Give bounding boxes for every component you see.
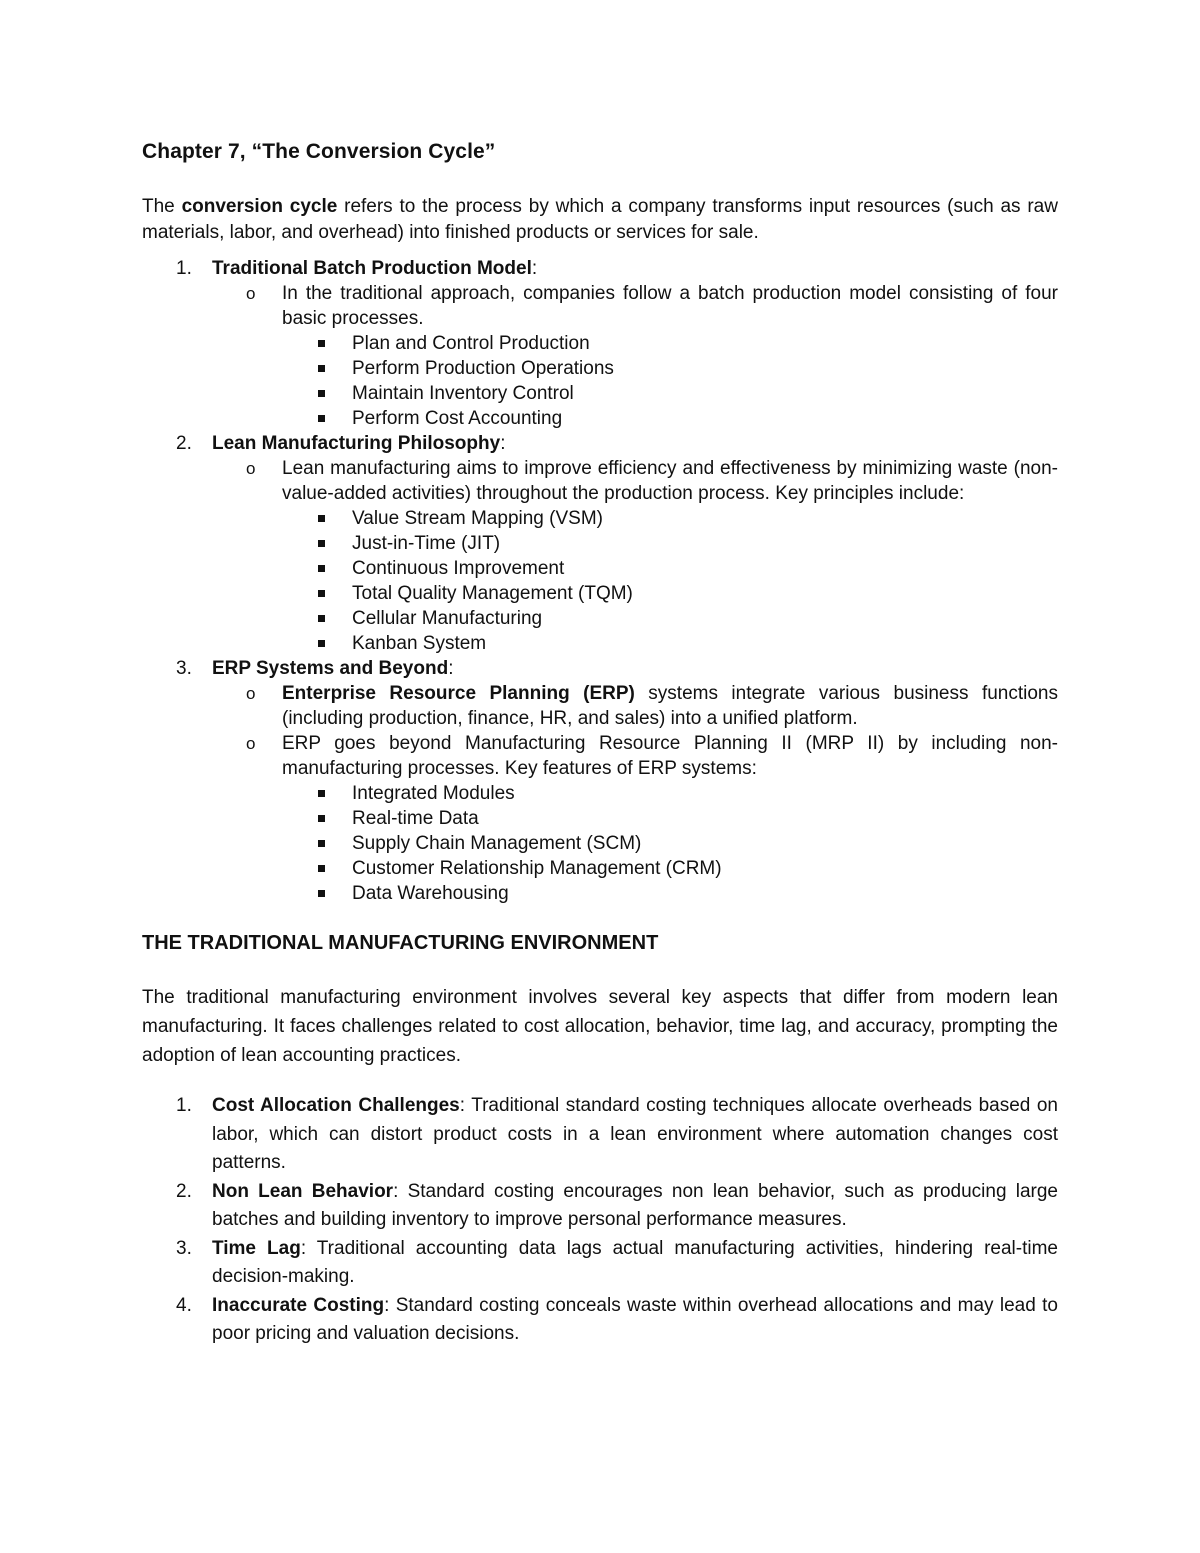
bullet-item bbox=[282, 881, 1058, 906]
challenge-number: 3. bbox=[176, 1237, 192, 1259]
bullet-text: Plan and Control Production bbox=[352, 333, 590, 354]
square-bullet-icon bbox=[318, 890, 325, 897]
bullet-text: Total Quality Management (TQM) bbox=[352, 583, 633, 604]
circle-bullet-icon: o bbox=[246, 684, 256, 703]
section-heading-text: Traditional Batch Production Model bbox=[212, 258, 532, 279]
challenge-text: : Standard costing encourages non lean behavior, such as producing large batches and building inventory to improve personal performance measures. bbox=[212, 1180, 1058, 1230]
square-bullet-icon bbox=[318, 865, 325, 872]
bullet-text: Data Warehousing bbox=[352, 883, 509, 904]
bullet-text: Integrated Modules bbox=[352, 783, 515, 804]
challenge-term: Non Lean Behavior bbox=[212, 1180, 394, 1202]
square-bullet-icon bbox=[318, 615, 325, 622]
bullet-list bbox=[282, 506, 1058, 656]
bullet-text: Real-time Data bbox=[352, 808, 479, 829]
section-number: 2. bbox=[176, 433, 192, 454]
challenge-number: 4. bbox=[176, 1294, 192, 1316]
bullet-text: Customer Relationship Management (CRM) bbox=[352, 858, 722, 879]
square-bullet-icon bbox=[318, 365, 325, 372]
challenge-term: Inaccurate Costing bbox=[212, 1294, 385, 1316]
bullet-text: Maintain Inventory Control bbox=[352, 383, 574, 404]
challenge-item bbox=[142, 1178, 1058, 1235]
sub-item-text: ERP goes beyond Manufacturing Resource Planning II (MRP II) by including non-manufacturing processes. Key features of ERP systems: bbox=[282, 733, 1058, 779]
challenge-item bbox=[142, 1235, 1058, 1292]
bullet-text: Perform Cost Accounting bbox=[352, 408, 563, 429]
overview-list bbox=[142, 256, 1058, 906]
bullet-item bbox=[282, 331, 1058, 356]
challenge-item bbox=[142, 1092, 1058, 1178]
square-bullet-icon bbox=[318, 790, 325, 797]
challenge-text: : Standard costing conceals waste within overhead allocations and may lead to poor pricing and valuation decisions. bbox=[212, 1294, 1058, 1344]
square-bullet-icon bbox=[318, 640, 325, 647]
bullet-text: Perform Production Operations bbox=[352, 358, 614, 379]
challenge-number: 2. bbox=[176, 1180, 192, 1202]
sub-item bbox=[212, 731, 1058, 906]
square-bullet-icon bbox=[318, 565, 325, 572]
sub-item bbox=[212, 681, 1058, 731]
challenges-list bbox=[142, 1092, 1058, 1349]
section-heading: THE TRADITIONAL MANUFACTURING ENVIRONMENT bbox=[142, 932, 659, 954]
bullet-item bbox=[282, 606, 1058, 631]
document-page bbox=[142, 140, 1058, 1349]
square-bullet-icon bbox=[318, 415, 325, 422]
bullet-list bbox=[282, 781, 1058, 906]
sub-item-term: Enterprise Resource Planning (ERP) bbox=[282, 683, 635, 704]
intro-term: conversion cycle bbox=[181, 196, 338, 217]
bullet-list bbox=[282, 331, 1058, 431]
section-item bbox=[142, 256, 1058, 431]
square-bullet-icon bbox=[318, 515, 325, 522]
bullet-item bbox=[282, 381, 1058, 406]
challenge-term: Cost Allocation Challenges bbox=[212, 1095, 460, 1116]
bullet-item bbox=[282, 781, 1058, 806]
section-number: 1. bbox=[176, 258, 192, 279]
bullet-item bbox=[282, 831, 1058, 856]
circle-bullet-icon: o bbox=[246, 284, 256, 303]
challenge-text: : Traditional accounting data lags actual manufacturing activities, hindering real-time decision-making. bbox=[212, 1237, 1059, 1287]
bullet-item bbox=[282, 406, 1058, 431]
section-item bbox=[142, 656, 1058, 906]
bullet-item bbox=[282, 806, 1058, 831]
bullet-item bbox=[282, 356, 1058, 381]
circle-bullet-icon: o bbox=[246, 459, 256, 478]
square-bullet-icon bbox=[318, 340, 325, 347]
bullet-text: Value Stream Mapping (VSM) bbox=[352, 508, 603, 529]
section-heading-text: ERP Systems and Beyond bbox=[212, 658, 449, 679]
bullet-item bbox=[282, 856, 1058, 881]
section-item bbox=[142, 431, 1058, 656]
chapter-title: Chapter 7, “The Conversion Cycle” bbox=[142, 140, 496, 163]
bullet-text: Continuous Improvement bbox=[352, 558, 565, 579]
bullet-item bbox=[282, 531, 1058, 556]
sub-item bbox=[212, 456, 1058, 656]
square-bullet-icon bbox=[318, 815, 325, 822]
square-bullet-icon bbox=[318, 390, 325, 397]
section-colon: : bbox=[531, 258, 538, 279]
section-number: 3. bbox=[176, 658, 192, 679]
challenge-text: : Traditional standard costing techniques allocate overheads based on labor, which can distort product costs in a lean environment where automation changes cost patterns. bbox=[212, 1095, 1058, 1173]
bullet-item bbox=[282, 581, 1058, 606]
square-bullet-icon bbox=[318, 840, 325, 847]
section-colon: : bbox=[448, 658, 454, 679]
circle-bullet-icon: o bbox=[246, 734, 256, 753]
bullet-text: Supply Chain Management (SCM) bbox=[352, 833, 642, 854]
sub-item-text: In the traditional approach, companies follow a batch production model consisting of four basic processes. bbox=[282, 283, 1058, 329]
sub-list bbox=[212, 281, 1058, 431]
sub-item-text: Lean manufacturing aims to improve efficiency and effectiveness by minimizing waste (non-value-added activities) throughout the production process. Key principles include: bbox=[282, 458, 1058, 504]
environment-paragraph: The traditional manufacturing environment involves several key aspects that differ from modern lean manufacturing. It faces challenges related to cost allocation, behavior, time lag, and accuracy, prompting the adoption of lean accounting practices. bbox=[142, 987, 1058, 1066]
bullet-text: Kanban System bbox=[352, 633, 487, 654]
sub-list bbox=[212, 681, 1058, 906]
intro-paragraph: The conversion cycle refers to the process by which a company transforms input resources (such as raw materials, labor, and overhead) into finished products or services for sale. bbox=[142, 196, 1058, 243]
sub-list bbox=[212, 456, 1058, 656]
section-heading-text: Lean Manufacturing Philosophy bbox=[212, 433, 501, 454]
sub-item bbox=[212, 281, 1058, 431]
bullet-item bbox=[282, 631, 1058, 656]
sub-item-text: systems integrate various business functions (including production, finance, HR, and sales) into a unified platform. bbox=[282, 683, 1058, 729]
bullet-text: Just-in-Time (JIT) bbox=[352, 533, 501, 554]
square-bullet-icon bbox=[318, 540, 325, 547]
bullet-item bbox=[282, 506, 1058, 531]
bullet-item bbox=[282, 556, 1058, 581]
challenge-term: Time Lag bbox=[212, 1237, 301, 1259]
challenge-number: 1. bbox=[176, 1095, 192, 1116]
bullet-text: Cellular Manufacturing bbox=[352, 608, 543, 629]
section-colon: : bbox=[500, 433, 506, 454]
challenge-item bbox=[142, 1292, 1058, 1349]
square-bullet-icon bbox=[318, 590, 325, 597]
